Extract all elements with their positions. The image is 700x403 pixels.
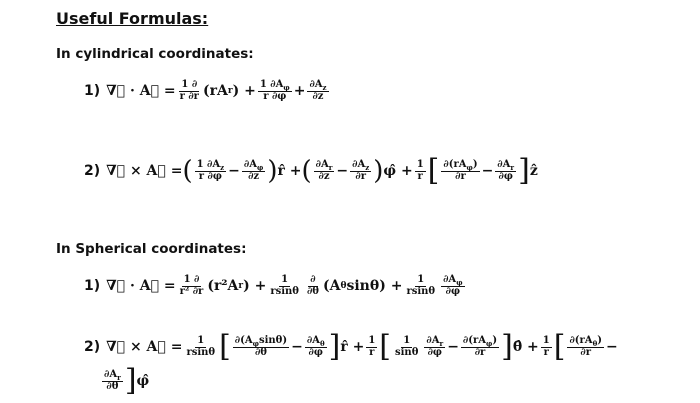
fraction: $\frac{1 \partial A_\varphi}{r \partial\varphi}$ [259, 79, 290, 103]
formula-number: 2) [84, 163, 101, 179]
formula-number: 2) [84, 339, 101, 355]
spherical-heading: In Spherical coordinates: [56, 241, 247, 257]
formula-number: 1) [84, 83, 101, 100]
cylindrical-heading: In cylindrical coordinates: [56, 46, 254, 62]
spherical-curl-continuation: $\frac{\partial A_r}{\partial\theta}$ ] φ̂ [104, 363, 150, 398]
formula-number: 1) [84, 278, 101, 295]
cylindrical-curl-formula: 2) ∇⃗ × A⃗ = ( $\frac{1 \partial A_z}{r \partial\varphi}$ − $\frac{\partial A_\varphi}{\partial z}$ ) r̂ + ( $\frac{\partial A_r}{\partial z}$ − $\frac{\partial A_z}{\partial r}$ ) φ̂ + $\frac{1}{r}$ [ $\frac{\partial(rA_\varphi)}{\partial r}$ − $\frac{\partial A_r}{\partial\varphi}$ ] ẑ [84, 153, 538, 188]
lhs: ∇⃗ × A⃗ = [106, 339, 183, 355]
lhs: ∇⃗ × A⃗ = [106, 163, 183, 179]
spherical-divergence-formula: 1) ∇⃗ · A⃗ = $\frac{1 \partial}{\text{r² ∂r}}$ (r²A r ) + $\frac{1}{rsin\theta}$ $\frac{\partial}{\partial\theta}$ (A θ sinθ) + $\frac{1}{rsin\theta}$ $\frac{\partial A_\varphi}{\partial\varphi}$ [84, 274, 463, 298]
spherical-curl-formula: 2) ∇⃗ × A⃗ = $\frac{1}{rsin\theta}$ [ $\frac{\partial(A_\varphi\sin\theta)}{\partial\theta}$ − $\frac{\partial A_\theta}{\partial\varphi}$ ] r̂ + $\frac{1}{r}$ [ $\frac{1}{\sin\theta}$ $\frac{\partial A_r}{\partial\varphi}$ − $\frac{\partial(rA_\varphi)}{\partial r}$ ] θ̂ + $\frac{1}{r}$ [ $\frac{\partial(rA_\theta)}{\partial r}$ − [84, 329, 618, 364]
page-title: Useful Formulas: [56, 9, 209, 28]
cylindrical-divergence-formula: 1) ∇⃗ · A⃗ = $\frac{1 \partial}{r \partial r}$ (rA r ) + $\frac{1 \partial A_\varphi}{r \partial\varphi}$ + $\frac{\partial A_z}{\partial z}$ [84, 79, 327, 103]
lhs: ∇⃗ · A⃗ = [106, 83, 176, 100]
lhs: ∇⃗ · A⃗ = [106, 278, 176, 295]
fraction: $\frac{1 \partial}{r \partial r}$ [179, 79, 199, 102]
fraction: $\frac{\partial A_z}{\partial z}$ [309, 79, 327, 103]
